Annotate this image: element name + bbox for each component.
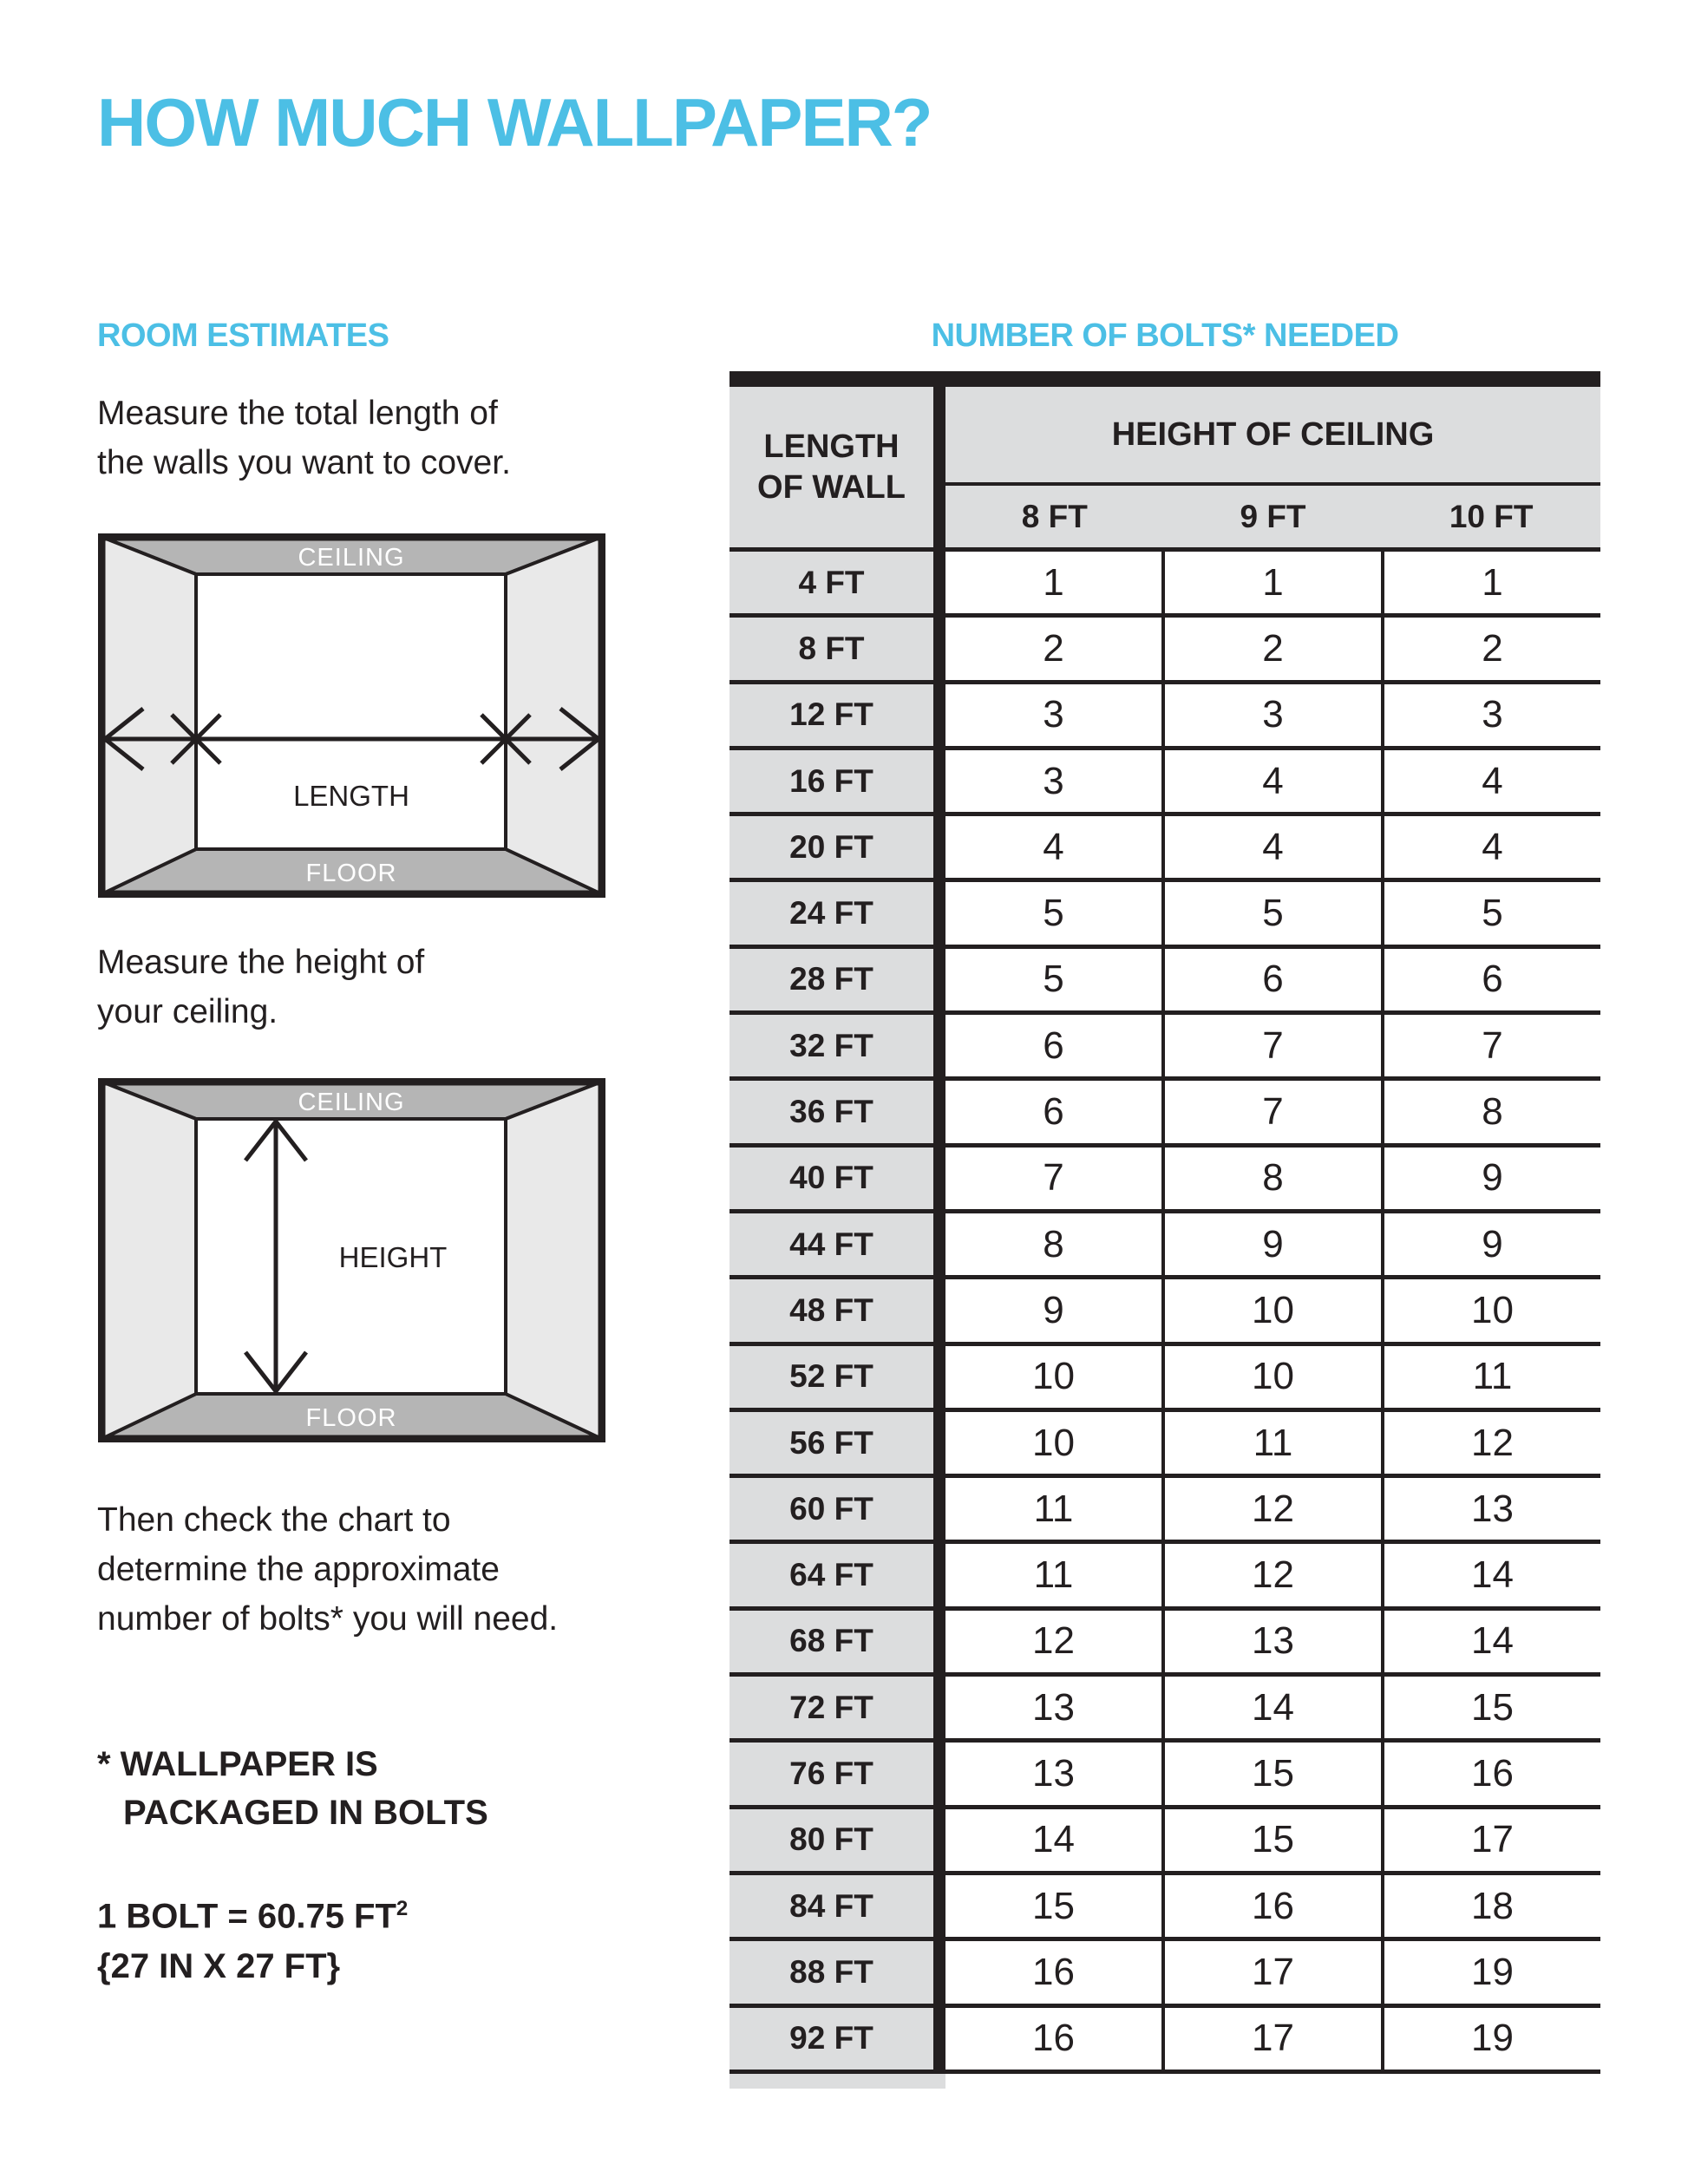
table-row [730,684,1600,750]
bolts-8ft-cell: 8 [945,1213,1161,1275]
bolts-9ft-cell: 14 [1161,1677,1381,1738]
wall-length-cell: 68 FT [730,1611,945,1672]
bolts-8ft-cell: 1 [945,552,1161,613]
instruction-step-2 [97,938,424,1036]
bolts-10ft-cell: 1 [1381,552,1600,613]
bolts-10ft-cell: 10 [1381,1279,1600,1341]
ceiling-height-columns [945,486,1600,547]
bolts-10ft-cell: 9 [1381,1213,1600,1275]
bolts-10ft-cell: 9 [1381,1148,1600,1209]
bolts-9ft-cell: 17 [1161,2008,1381,2070]
bolts-9ft-cell: 3 [1161,684,1381,746]
bolts-8ft-cell: 4 [945,816,1161,878]
column-header-10ft: 10 FT [1449,498,1534,534]
bolt-size-info [97,1884,408,1991]
table-row [730,816,1600,882]
table-row [730,1677,1600,1743]
bolt-equation-text: 1 BOLT = 60.75 FT [97,1897,396,1936]
column-group-header [945,387,1600,547]
wallpaper-bolts-footnote [97,1740,488,1837]
bolts-10ft-cell: 6 [1381,949,1600,1010]
bolts-8ft-cell: 2 [945,618,1161,679]
section-heading-room-estimates: ROOM ESTIMATES [97,317,389,354]
wall-length-cell: 48 FT [730,1279,945,1341]
bolts-8ft-cell: 13 [945,1677,1161,1738]
bolts-9ft-cell: 16 [1161,1875,1381,1937]
table-row [730,1015,1600,1081]
table-row [730,1279,1600,1345]
bolts-9ft-cell: 7 [1161,1015,1381,1076]
table-row [730,1544,1600,1610]
table-row [730,552,1600,618]
room-height-diagram [98,1078,605,1442]
table-row [730,1081,1600,1147]
bolts-8ft-cell: 13 [945,1743,1161,1804]
bolts-9ft-cell: 13 [1161,1611,1381,1672]
bolts-9ft-cell: 6 [1161,949,1381,1010]
row-header-cell [730,387,945,547]
bolts-10ft-cell: 8 [1381,1081,1600,1142]
bolts-8ft-cell: 16 [945,2008,1161,2070]
row-header-line: LENGTH [763,428,900,465]
bolts-8ft-cell: 11 [945,1544,1161,1605]
ceiling-label: CEILING [298,544,405,572]
bolts-8ft-cell: 16 [945,1941,1161,2003]
bolts-10ft-cell: 11 [1381,1346,1600,1408]
height-label: HEIGHT [338,1241,448,1273]
wall-length-cell: 16 FT [730,750,945,812]
right-wall-surface [506,1082,602,1439]
wall-length-cell: 24 FT [730,882,945,944]
instruction-line: number of bolts* you will need. [97,1600,559,1638]
bolts-9ft-cell: 5 [1161,882,1381,944]
wall-length-cell: 12 FT [730,684,945,746]
bolts-9ft-cell: 4 [1161,816,1381,878]
bolts-9ft-cell: 17 [1161,1941,1381,2003]
instruction-line: Then check the chart to [97,1501,451,1539]
wall-length-cell: 52 FT [730,1346,945,1408]
table-row [730,1875,1600,1941]
wall-length-cell: 36 FT [730,1081,945,1142]
table-row [730,882,1600,948]
column-header-9ft: 9 FT [1240,498,1306,534]
bolts-10ft-cell: 4 [1381,816,1600,878]
bolts-10ft-cell: 7 [1381,1015,1600,1076]
table-footer-stub [730,2074,945,2089]
wall-length-cell: 92 FT [730,2008,945,2070]
footnote-line: PACKAGED IN BOLTS [123,1794,488,1832]
room-length-diagram [98,533,605,898]
bolts-8ft-cell: 3 [945,684,1161,746]
instruction-line: the walls you want to cover. [97,444,511,481]
bolts-9ft-cell: 11 [1161,1412,1381,1474]
wall-length-cell: 4 FT [730,552,945,613]
wall-length-cell: 28 FT [730,949,945,1010]
squared-superscript: 2 [396,1897,409,1920]
table-row [730,1412,1600,1478]
bolts-9ft-cell: 12 [1161,1478,1381,1540]
length-label: LENGTH [293,780,409,812]
bolts-8ft-cell: 7 [945,1148,1161,1209]
floor-label: FLOOR [305,860,397,887]
wall-length-cell: 56 FT [730,1412,945,1474]
bolts-8ft-cell: 12 [945,1611,1161,1672]
instruction-step-3 [97,1495,558,1644]
bolts-8ft-cell: 5 [945,949,1161,1010]
table-row [730,1148,1600,1213]
wall-length-cell: 88 FT [730,1941,945,2003]
instruction-line: Measure the total length of [97,395,498,432]
table-row [730,1941,1600,2007]
table-row [730,1809,1600,1875]
ceiling-label: CEILING [298,1089,405,1116]
table-row [730,1743,1600,1808]
column-header-8ft: 8 FT [1021,498,1088,534]
bolts-10ft-cell: 15 [1381,1677,1600,1738]
wall-length-cell: 32 FT [730,1015,945,1076]
bolts-10ft-cell: 3 [1381,684,1600,746]
bolts-9ft-cell: 7 [1161,1081,1381,1142]
wall-length-cell: 76 FT [730,1743,945,1804]
bolts-9ft-cell: 8 [1161,1148,1381,1209]
wall-length-cell: 84 FT [730,1875,945,1937]
bolts-10ft-cell: 4 [1381,750,1600,812]
table-row [730,949,1600,1015]
bolts-10ft-cell: 14 [1381,1611,1600,1672]
instruction-line: Measure the height of [97,944,425,981]
bolts-8ft-cell: 15 [945,1875,1161,1937]
bolts-8ft-cell: 10 [945,1346,1161,1408]
bolts-10ft-cell: 14 [1381,1544,1600,1605]
instruction-line: determine the approximate [97,1551,500,1588]
bolts-8ft-cell: 11 [945,1478,1161,1540]
wall-length-cell: 72 FT [730,1677,945,1738]
wall-length-cell: 60 FT [730,1478,945,1540]
table-header [730,387,1600,547]
bolts-8ft-cell: 5 [945,882,1161,944]
table-body [730,552,1600,2074]
bolts-8ft-cell: 14 [945,1809,1161,1871]
bolts-10ft-cell: 5 [1381,882,1600,944]
wall-length-cell: 64 FT [730,1544,945,1605]
bolts-8ft-cell: 6 [945,1081,1161,1142]
table-row [730,750,1600,816]
bolts-8ft-cell: 9 [945,1279,1161,1341]
table-top-bar [730,371,1600,387]
bolts-10ft-cell: 18 [1381,1875,1600,1937]
bolts-10ft-cell: 12 [1381,1412,1600,1474]
bolts-9ft-cell: 4 [1161,750,1381,812]
footnote-line: * WALLPAPER IS [97,1745,378,1783]
bolts-10ft-cell: 19 [1381,2008,1600,2070]
bolts-10ft-cell: 16 [1381,1743,1600,1804]
floor-label: FLOOR [305,1404,397,1432]
bolts-9ft-cell: 15 [1161,1743,1381,1804]
bolts-9ft-cell: 10 [1161,1279,1381,1341]
bolts-9ft-cell: 12 [1161,1544,1381,1605]
bolts-9ft-cell: 9 [1161,1213,1381,1275]
left-wall-surface [101,1082,196,1439]
bolt-equation [97,1884,408,1941]
wall-length-cell: 8 FT [730,618,945,679]
bolts-10ft-cell: 19 [1381,1941,1600,2003]
table-row [730,1478,1600,1544]
table-row [730,618,1600,683]
bolts-9ft-cell: 10 [1161,1346,1381,1408]
instruction-line: your ceiling. [97,993,278,1030]
height-of-ceiling-header: HEIGHT OF CEILING [945,387,1600,486]
bolts-10ft-cell: 17 [1381,1809,1600,1871]
table-row [730,1346,1600,1412]
bolt-dimensions: {27 IN X 27 FT} [97,1947,341,1986]
bolts-10ft-cell: 13 [1381,1478,1600,1540]
bolts-8ft-cell: 10 [945,1412,1161,1474]
section-heading-bolts-needed: NUMBER OF BOLTS* NEEDED [931,317,1399,354]
table-row [730,1611,1600,1677]
right-wall-surface [506,537,602,894]
wall-length-cell: 44 FT [730,1213,945,1275]
row-header-line: OF WALL [757,468,906,506]
table-row [730,2008,1600,2074]
instruction-step-1 [97,389,511,487]
table-row [730,1213,1600,1279]
wall-length-cell: 20 FT [730,816,945,878]
left-wall-surface [101,537,196,894]
bolts-9ft-cell: 15 [1161,1809,1381,1871]
bolts-8ft-cell: 3 [945,750,1161,812]
bolts-9ft-cell: 2 [1161,618,1381,679]
bolts-8ft-cell: 6 [945,1015,1161,1076]
page-title: HOW MUCH WALLPAPER? [97,84,932,160]
wall-length-cell: 40 FT [730,1148,945,1209]
wall-length-cell: 80 FT [730,1809,945,1871]
bolts-needed-table [730,371,1600,2089]
bolts-10ft-cell: 2 [1381,618,1600,679]
bolts-9ft-cell: 1 [1161,552,1381,613]
